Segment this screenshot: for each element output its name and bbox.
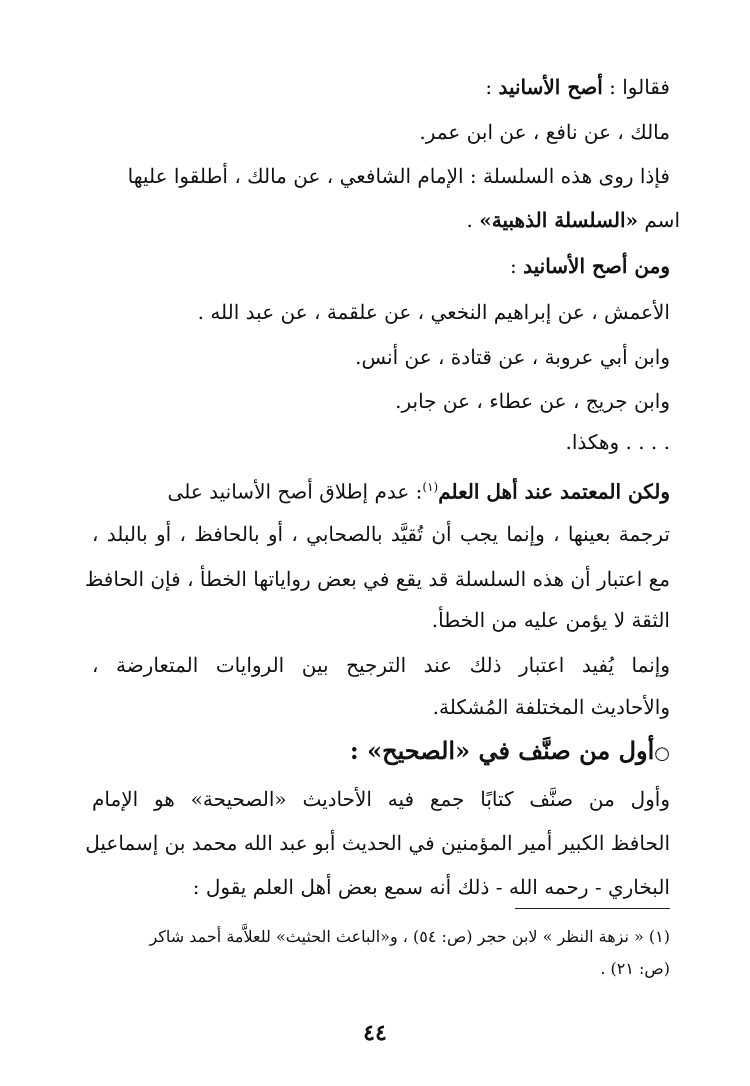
text-line-1: فقالوا : أصح الأسانيد : (485, 75, 670, 99)
footnote-line-2: (ص: ٢١) . (600, 959, 670, 978)
text-line-8: وابن جريج ، عن عطاء ، عن جابر. (395, 389, 670, 413)
text-line-11: ترجمة بعينها ، وإنما يجب أن تُقيَّد بالصحابي ، أو بالحافظ ، أو بالبلد ، (92, 522, 670, 546)
text-line-14: وإنما يُفيد اعتبار ذلك عند الترجيح بين الروايات المتعارضة ، (92, 653, 670, 677)
page-number: ٤٤ (363, 1020, 387, 1046)
text-line-9: . . . . وهكذا. (565, 430, 670, 454)
text-line-5: ومن أصح الأسانيد : (510, 254, 670, 278)
text-line-17: الحافظ الكبير أمير المؤمنين في الحديث أبو عبد الله محمد بن إسماعيل (85, 831, 670, 855)
text-line-6: الأعمش ، عن إبراهيم النخعي ، عن علقمة ، عن عبد الله . (197, 300, 670, 324)
text-line-2: مالك ، عن نافع ، عن ابن عمر. (419, 120, 670, 144)
text-line-4: اسم «السلسلة الذهبية» . (466, 208, 680, 232)
bold-term: ومن أصح الأسانيد (523, 254, 670, 278)
text-line-12: مع اعتبار أن هذه السلسلة قد يقع في بعض رواياتها الخطأ ، فإن الحافظ (84, 567, 670, 591)
footnote-line-1: (١) « نزهة النظر » لابن حجر (ص: ٥٤) ، و«الباعث الحثيث» للعلاَّمة أحمد شاكر (149, 927, 670, 946)
bold-term: أصح الأسانيد (498, 75, 603, 99)
circle-bullet-icon: ○ (654, 743, 670, 764)
footnote-ref: (١) (422, 480, 439, 494)
text-line-3: فإذا روى هذه السلسلة : الإمام الشافعي ، عن مالك ، أطلقوا عليها (127, 164, 670, 188)
text-line-10: ولكن المعتمد عند أهل العلم$^{(١)}$: عدم إطلاق أصح الأسانيد على (167, 479, 670, 504)
text-line-15: والأحاديث المختلفة المُشكلة. (432, 695, 670, 719)
footnote-divider (515, 908, 670, 909)
bold-term: «السلسلة الذهبية» (479, 208, 639, 232)
section-heading: ○أول من صنَّف في «الصحيح» : (349, 736, 670, 765)
text-line-18: البخاري - رحمه الله - ذلك أنه سمع بعض أهل العلم يقول : (192, 875, 670, 899)
text-line-16: وأول من صنَّف كتابًا جمع فيه الأحاديث «الصحيحة» هو الإمام (92, 787, 670, 811)
text-line-13: الثقة لا يؤمن عليه من الخطأ. (431, 608, 670, 632)
text-line-7: وابن أبي عروبة ، عن قتادة ، عن أنس. (355, 345, 670, 369)
bold-term: ولكن المعتمد عند أهل العلم (438, 479, 670, 504)
